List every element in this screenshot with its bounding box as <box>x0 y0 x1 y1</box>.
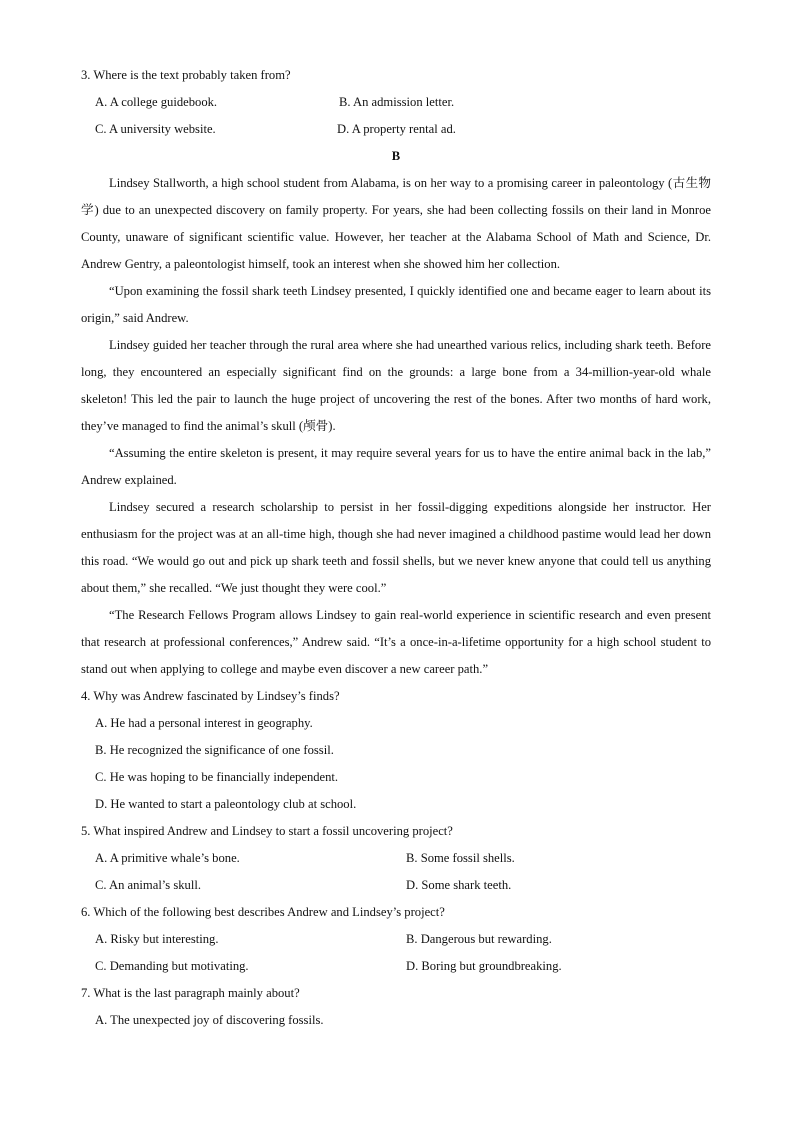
passage-paragraph-6: “The Research Fellows Program allows Lindsey to gain real-world experience in scientific research and even present that research at professional conferences,” Andrew said. “It’s a once-in-a-lifetime opportunity for a high school student to stand out when applying to college and maybe even discover a new career path.” <box>81 608 711 676</box>
question-6-options-row-1 <box>81 926 711 953</box>
passage-paragraph-1: Lindsey Stallworth, a high school student from Alabama, is on her way to a promising career in paleontology (古生物学) due to an unexpected discovery on family property. For years, she had been collecting fossils on their land in Monroe County, unaware of significant scientific value. However, her teacher at the Alabama School of Math and Science, Dr. Andrew Gentry, a paleontologist himself, took an interest when she showed him her collection. <box>81 176 711 271</box>
question-6-option-d: D. Boring but groundbreaking. <box>406 959 562 973</box>
question-3-option-c: C. A university website. <box>95 122 216 136</box>
question-4-option-a: A. He had a personal interest in geography. <box>95 716 313 730</box>
passage-paragraph-5: Lindsey secured a research scholarship to persist in her fossil-digging expeditions alongside her instructor. Her enthusiasm for the project was at an all-time high, though she had never imagined a childhood pastime would lead her down this road. “We would go out and pick up shark teeth and fossil shells, but we never knew anyone that could tell us anything about them,” she recalled. “We just thought they were cool.” <box>81 500 711 595</box>
passage-paragraph-3: Lindsey guided her teacher through the rural area where she had unearthed various relics, including shark teeth. Before long, they encountered an especially significant find on the grounds: a large bone from a 34-million-year-old whale skeleton! This led the pair to launch the huge project of uncovering the rest of the bones. After two months of hard work, they’ve managed to find the animal’s skull (颅骨). <box>81 338 711 433</box>
question-5-option-d: D. Some shark teeth. <box>406 878 512 892</box>
question-5-options-row-2 <box>81 872 711 899</box>
question-6: 6. Which of the following best describes Andrew and Lindsey’s project? <box>81 905 445 919</box>
question-7: 7. What is the last paragraph mainly about? <box>81 986 300 1000</box>
question-5-option-b: B. Some fossil shells. <box>406 851 515 865</box>
question-6-option-c: C. Demanding but motivating. <box>95 959 249 973</box>
question-7-option-a: A. The unexpected joy of discovering fossils. <box>95 1013 324 1027</box>
passage-paragraph-2: “Upon examining the fossil shark teeth Lindsey presented, I quickly identified one and became eager to learn about its origin,” said Andrew. <box>81 284 711 325</box>
question-5-option-c: C. An animal’s skull. <box>95 878 202 892</box>
question-5: 5. What inspired Andrew and Lindsey to start a fossil uncovering project? <box>81 824 453 838</box>
passage-paragraph-4: “Assuming the entire skeleton is present, it may require several years for us to have the entire animal back in the lab,” Andrew explained. <box>81 446 711 487</box>
question-5-options-row-1 <box>81 845 711 872</box>
question-3-option-b: B. An admission letter. <box>339 95 455 109</box>
question-4-option-c: C. He was hoping to be financially independent. <box>95 770 339 784</box>
question-4-option-d: D. He wanted to start a paleontology club at school. <box>95 797 357 811</box>
section-heading-b: B <box>391 149 401 163</box>
question-6-options-row-2 <box>81 953 711 980</box>
question-4-option-b: B. He recognized the significance of one fossil. <box>95 743 334 757</box>
question-6-option-b: B. Dangerous but rewarding. <box>406 932 552 946</box>
question-3-options-row-1 <box>81 89 711 116</box>
question-4: 4. Why was Andrew fascinated by Lindsey’s finds? <box>81 689 340 703</box>
question-3: 3. Where is the text probably taken from? <box>81 68 291 82</box>
question-6-option-a: A. Risky but interesting. <box>95 932 219 946</box>
question-3-options-row-2 <box>81 116 711 143</box>
question-5-option-a: A. A primitive whale’s bone. <box>95 851 240 865</box>
question-3-option-d: D. A property rental ad. <box>337 122 456 136</box>
question-3-option-a: A. A college guidebook. <box>95 95 218 109</box>
exam-page <box>81 62 711 1034</box>
